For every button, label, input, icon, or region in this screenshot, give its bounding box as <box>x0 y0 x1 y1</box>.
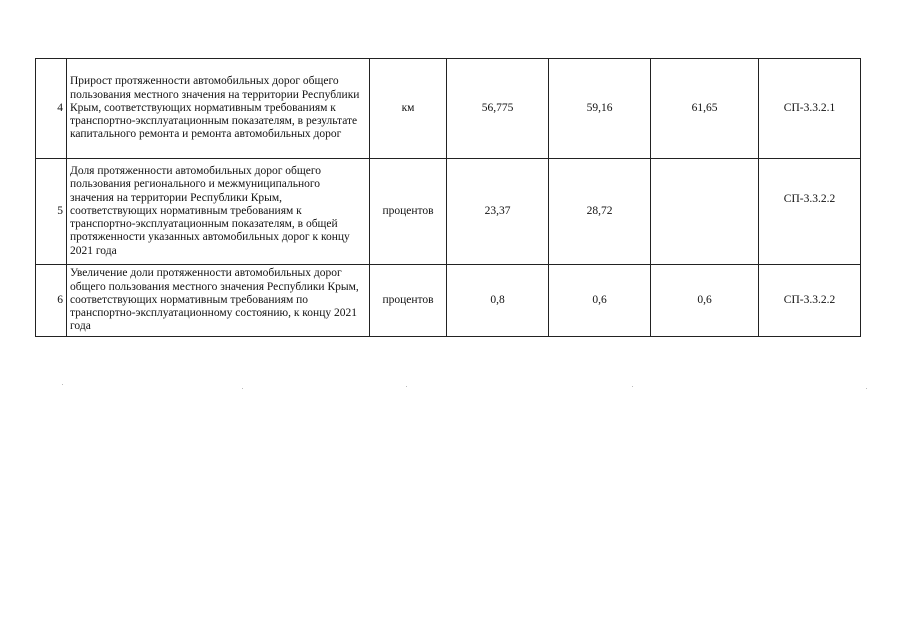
table-row <box>36 265 861 337</box>
value-cell-2: 0,6 <box>549 265 651 337</box>
table-row <box>36 59 861 159</box>
row-number: 5 <box>36 159 67 265</box>
value-cell-1: 23,37 <box>447 159 549 265</box>
value-cell-3 <box>651 159 759 265</box>
scan-speck <box>632 386 633 387</box>
unit-cell: процентов <box>370 265 447 337</box>
program-code: СП-3.3.2.1 <box>759 59 861 159</box>
indicator-description: Доля протяженности автомобильных дорог общего пользования регионального и межмуниципального значения на территории Республики Крым, соответствующих нормативным требованиям к транспортно-эксплуатационным показателям, в общей протяженности указанных автомобильных дорог к концу 2021 года <box>67 159 370 265</box>
unit-cell: км <box>370 59 447 159</box>
value-cell-1: 0,8 <box>447 265 549 337</box>
row-number: 6 <box>36 265 67 337</box>
scan-speck <box>242 388 243 389</box>
indicators-table <box>35 58 861 337</box>
program-code: СП-3.3.2.2 <box>759 159 861 265</box>
program-code: СП-3.3.2.2 <box>759 265 861 337</box>
scan-speck <box>406 386 407 387</box>
value-cell-3: 61,65 <box>651 59 759 159</box>
value-cell-2: 28,72 <box>549 159 651 265</box>
value-cell-2: 59,16 <box>549 59 651 159</box>
unit-cell: процентов <box>370 159 447 265</box>
scan-speck <box>866 388 867 389</box>
value-cell-1: 56,775 <box>447 59 549 159</box>
table-row <box>36 159 861 265</box>
value-cell-3: 0,6 <box>651 265 759 337</box>
scan-speck <box>62 384 63 385</box>
row-number: 4 <box>36 59 67 159</box>
indicator-description: Прирост протяженности автомобильных дорог общего пользования местного значения на территории Республики Крым, соответствующих нормативным требованиям к транспортно-эксплуатационным показателям, в результате капитального ремонта и ремонта автомобильных дорог <box>67 59 370 159</box>
indicator-description: Увеличение доли протяженности автомобильных дорог общего пользования местного значения Республики Крым, соответствующих нормативным требованиям по транспортно-эксплуатационному состоянию, к концу 2021 года <box>67 265 370 337</box>
